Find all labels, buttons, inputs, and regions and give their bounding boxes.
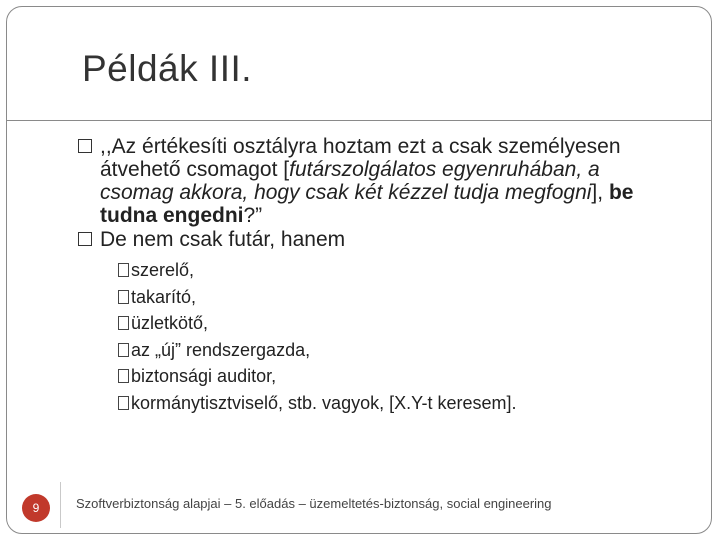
missing-glyph-icon xyxy=(118,343,129,357)
slide-title: Példák III. xyxy=(82,48,253,89)
bullet-text xyxy=(100,135,633,227)
sub-bullet-list xyxy=(78,257,678,416)
sub-bullet-item xyxy=(118,390,678,417)
sub-bullet-text: az „új” rendszergazda, xyxy=(131,339,311,360)
bullet-text: De nem csak futár, hanem xyxy=(100,228,346,251)
page-number-badge: 9 xyxy=(22,494,50,522)
bullet-item xyxy=(78,228,678,251)
sub-bullet-item xyxy=(118,310,678,337)
footer-text: Szoftverbiztonság alapjai – 5. előadás – üzemeltetés-biztonság, social engineering xyxy=(76,496,552,511)
sub-bullet-text: szerelő, xyxy=(131,260,195,280)
bullet-box-icon xyxy=(78,139,92,153)
footer-divider xyxy=(60,482,61,528)
sub-bullet-item xyxy=(118,337,678,364)
sub-bullet-item xyxy=(118,257,678,284)
sub-bullet-item xyxy=(118,284,678,311)
missing-glyph-icon xyxy=(118,396,129,410)
bullet-text-segment: ,,Az értékesíti osztályra hoztam ezt a csak személyesen átvehető csomagot [ xyxy=(100,135,621,181)
bullet-text-segment: ?” xyxy=(243,204,263,227)
missing-glyph-icon xyxy=(118,369,129,383)
missing-glyph-icon xyxy=(118,316,129,330)
bullet-text-italic: futárszolgálatos egyenruhában, a csomag akkora, hogy csak két kézzel tudja megfogni xyxy=(100,158,600,204)
missing-glyph-icon xyxy=(118,290,129,304)
sub-bullet-text: biztonsági auditor, xyxy=(131,366,277,386)
bullet-text-segment: ], xyxy=(591,181,609,204)
sub-bullet-item xyxy=(118,363,678,390)
sub-bullet-text: üzletkötő, xyxy=(131,313,209,333)
title-divider xyxy=(6,120,712,121)
missing-glyph-icon xyxy=(118,263,129,277)
sub-bullet-text: kormánytisztviselő, stb. vagyok, [X.Y-t keresem]. xyxy=(131,392,517,413)
sub-bullet-text: takarító, xyxy=(131,286,197,307)
bullet-item xyxy=(78,135,678,227)
bullet-text-bold: be tudna engedni xyxy=(100,181,634,227)
slide-content xyxy=(78,135,678,416)
bullet-box-icon xyxy=(78,232,92,246)
